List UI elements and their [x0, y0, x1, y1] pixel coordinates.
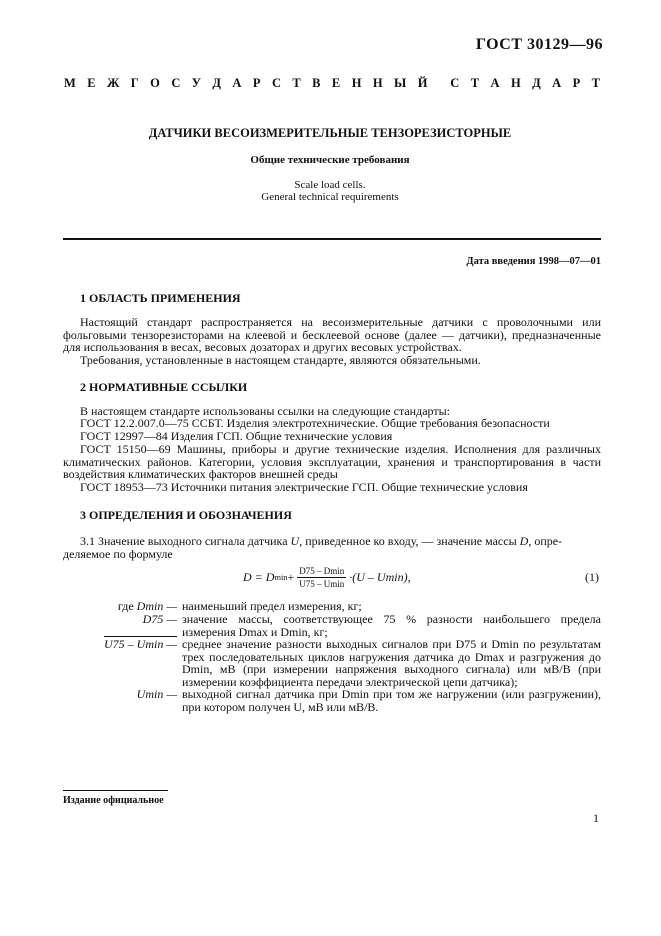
interstate-letter: Ж: [107, 76, 120, 90]
definition-row: [63, 688, 601, 713]
interstate-letter: Ы: [394, 76, 407, 90]
interstate-letter: Е: [87, 76, 96, 90]
english-title-line1: Scale load cells.: [294, 179, 366, 191]
interstate-letter: Д: [532, 76, 541, 90]
standard-code: ГОСТ 30129—96: [475, 36, 603, 53]
definition-row: [63, 638, 601, 688]
interstate-letter: В: [312, 76, 321, 90]
definition-term: U75 – Umin —: [103, 637, 177, 651]
interstate-standard-heading: [64, 76, 600, 91]
interstate-letter: Р: [252, 76, 261, 90]
page-number: 1: [593, 811, 599, 825]
definition-row: [63, 600, 601, 613]
interstate-letter: С: [271, 76, 281, 90]
section-1-heading: 1 ОБЛАСТЬ ПРИМЕНЕНИЯ: [80, 291, 241, 305]
header-divider: [63, 238, 601, 240]
definition-term: D75 —: [142, 612, 177, 626]
interstate-letter: А: [490, 76, 500, 90]
formula-fraction: [297, 566, 346, 589]
interstate-letter: Р: [572, 76, 581, 90]
fraction-denominator: U75 – Umin: [299, 579, 345, 589]
interstate-letter: Т: [470, 76, 480, 90]
interstate-letter: С: [171, 76, 181, 90]
interstate-letter: Т: [292, 76, 301, 90]
interstate-letter: Й: [417, 76, 428, 90]
introduction-date: Дата введения 1998—07—01: [466, 256, 601, 267]
interstate-letter: Н: [351, 76, 362, 90]
interstate-letter: С: [450, 76, 460, 90]
footer-divider: [63, 790, 168, 791]
document-subtitle: Общие технические требования: [250, 154, 410, 166]
interstate-letter: О: [150, 76, 160, 90]
interstate-letter: У: [191, 76, 201, 90]
definition-row: [63, 613, 601, 638]
equation-number: (1): [585, 570, 599, 584]
reference-item: ГОСТ 12.2.007.0—75 ССБТ. Изделия электротехнические. Общие требования безопасности: [80, 416, 550, 430]
section-1-paragraph-2: Требования, установленные в настоящем стандарте, являются обязательными.: [80, 353, 481, 367]
section-3-heading: 3 ОПРЕДЕЛЕНИЯ И ОБОЗНАЧЕНИЯ: [80, 508, 292, 522]
interstate-letter: Д: [212, 76, 221, 90]
formula-1: D = D min + $\frac{D75 - Dmin}{U75 - Umin}$ ·(U – Umin),: [243, 566, 411, 589]
english-title: [60, 179, 600, 203]
clause-3-1-line-1: 3.1 Значение выходного сигнала датчика U, приведенное ко входу, — значение массы D, опре-: [80, 534, 563, 548]
interstate-letter: Е: [331, 76, 341, 90]
interstate-letter: Н: [372, 76, 383, 90]
official-edition-label: Издание официальное: [63, 795, 164, 806]
interstate-letter: Т: [591, 76, 600, 90]
interstate-letter: А: [552, 76, 562, 90]
section-2-heading: 2 НОРМАТИВНЫЕ ССЫЛКИ: [80, 380, 248, 394]
english-title-line2: General technical requirements: [261, 191, 399, 203]
interstate-letter: М: [64, 76, 76, 90]
reference-item: ГОСТ 15150—69 Машины, приборы и другие технические изделия. Исполнения для различных климатических районов. Категории, условия эксплуатации, хранения и транспортирования в части воздействия климатических факторов внешней среды: [63, 442, 601, 481]
interstate-letter: Г: [130, 76, 139, 90]
definition-term: Umin —: [136, 687, 177, 701]
interstate-letter: Н: [510, 76, 521, 90]
definition-text: значение массы, соответствующее 75 % разности наибольшего предела измерения Dmax и Dmin, кг;: [182, 612, 601, 639]
clause-3-1-line-2: деляемое по формуле: [63, 547, 173, 561]
document-title: ДАТЧИКИ ВЕСОИЗМЕРИТЕЛЬНЫЕ ТЕНЗОРЕЗИСТОРНЫЕ: [148, 126, 512, 140]
section-2-intro: В настоящем стандарте использованы ссылки на следующие стандарты:: [80, 404, 451, 418]
definition-term: где Dmin —: [117, 599, 177, 613]
fraction-numerator: D75 – Dmin: [299, 566, 345, 576]
definition-text: наименьший предел измерения, кг;: [182, 599, 362, 613]
definition-text: среднее значение разности выходных сигналов при D75 и Dmin по результатам трех последовательных циклов нагружения датчика до Dmax и разгружения до Dmin, мВ (при измерении напряжения выходного сигнала) или мВ/В (при измерении коэффициента передачи электрической цепи датчика);: [182, 637, 601, 689]
definition-text: выходной сигнал датчика при Dmin при том же нагружении (или разгружении), при котором получен U, мВ или мВ/В.: [182, 687, 601, 714]
reference-item: ГОСТ 12997—84 Изделия ГСП. Общие технические условия: [80, 429, 393, 443]
reference-item: ГОСТ 18953—73 Источники питания электрические ГСП. Общие технические условия: [80, 480, 528, 494]
interstate-letter: А: [232, 76, 242, 90]
section-1-paragraph-1: Настоящий стандарт распространяется на весоизмерительные датчики с проволочными или фольговыми тензорезисторами на клеевой и бесклеевой основе (далее — датчики), предназначенные для использования в весах, весовых дозаторах и других весовых устройствах.: [63, 315, 601, 354]
